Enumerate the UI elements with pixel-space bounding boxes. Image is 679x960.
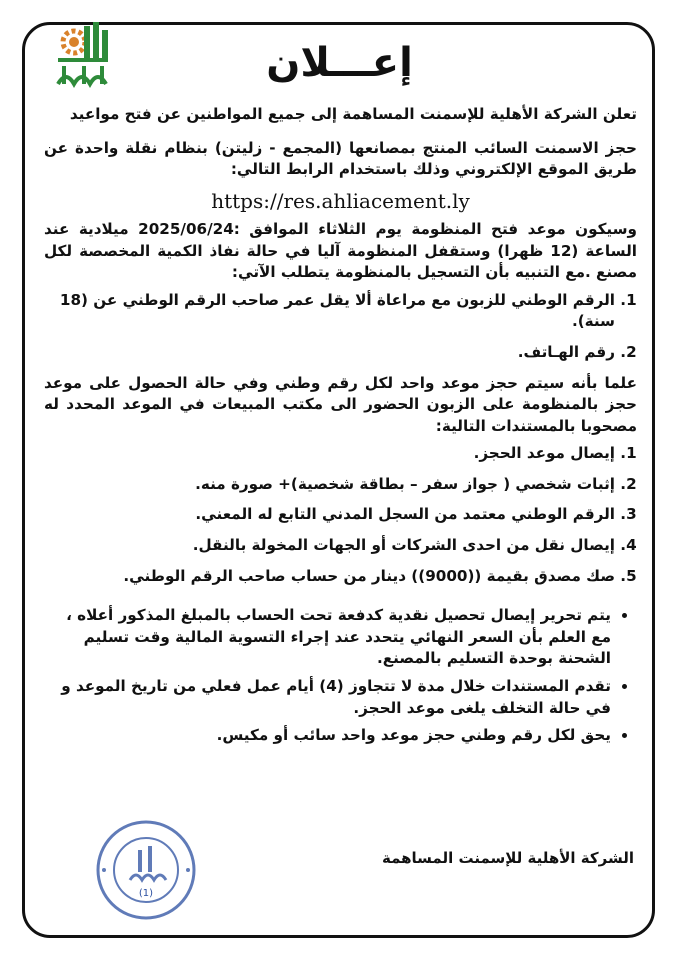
- requirements-list: [44, 290, 637, 364]
- list-item: 1. الرقم الوطني للزبون مع مراعاة ألا يقل عمر صاحب الرقم الوطني عن (18 سنة).: [44, 290, 615, 333]
- booking-url[interactable]: https://res.ahliacement.ly: [211, 188, 470, 213]
- list-item: • يحق لكل رقم وطني حجز موعد واحد سائب أو مكيس.: [44, 725, 611, 747]
- list-item: 1. إيصال موعد الحجز.: [44, 443, 615, 465]
- list-item: 5. صك مصدق بقيمة ((9000)) دينار من حساب صاحب الرقم الوطني.: [44, 566, 615, 588]
- intro-line-1: [44, 104, 637, 126]
- list-item: 4. إيصال نقل من احدى الشركات أو الجهات المخولة بالنقل.: [44, 535, 615, 557]
- list-item: 2. إثبات شخصي ( جواز سفر – بطاقة شخصية)+ صورة منه.: [44, 474, 615, 496]
- list-item: 2. رقم الهـاتف.: [44, 342, 615, 364]
- documents-list: [44, 443, 637, 587]
- signature: الشركة الأهلية للإسمنت المساهمة: [381, 849, 634, 867]
- intro-line-2: حجز الاسمنت السائب المنتج بمصانعها (المجمع - زليتن) بنظام نقلة واحدة عن طريق الموقع الإلكتروني وذلك باستخدام الرابط التالي:: [44, 138, 637, 179]
- list-item: • تقدم المستندات خلال مدة لا تتجاوز (4) أيام عمل فعلي من تاريخ الموعد و في حالة التخلف يلغى موعد الحجز.: [44, 676, 611, 719]
- page-title: إعـــلان: [266, 40, 413, 86]
- notes-list: [44, 605, 637, 746]
- schedule-paragraph: وسيكون موعد فتح المنظومة يوم الثلاثاء الموافق :2025/06/24 ميلادية عند الساعة (12 ظهرا) وستقفل المنظومة آليا في حالة نفاذ الكمية المخصصة لكل مصنع .مع التنبيه بأن التسجيل بالمنظومة يتطلب الآتي:: [44, 220, 637, 282]
- announcement-body: [44, 104, 637, 753]
- company-stamp: [94, 818, 198, 922]
- notice-paragraph: علما بأنه سيتم حجز موعد واحد لكل رقم وطني وفي حالة الحصول على موعد حجز بالمنظومة على الزبون الحضور الى مكتب المبيعات في الموعد المحدد له مصحوبا بالمستندات التالية:: [44, 373, 637, 435]
- list-item: 3. الرقم الوطني معتمد من السجل المدني التابع له المعني.: [44, 504, 615, 526]
- list-item: • يتم تحرير إيصال تحصيل نقدية كدفعة تحت الحساب بالمبلغ المذكور أعلاه ، مع العلم بأن السعر النهائي يتحدد عند إجراء التسوية المالية وقت تسليم الشحنة بوحدة التسليم بالمصنع.: [44, 605, 611, 670]
- intro-lead: تعلن: [602, 105, 637, 123]
- stamp-center-text: (1): [138, 888, 154, 899]
- intro-line-1-rest: الشركة الأهلية للإسمنت المساهمة إلى جميع المواطنين عن فتح مواعيد: [69, 105, 603, 123]
